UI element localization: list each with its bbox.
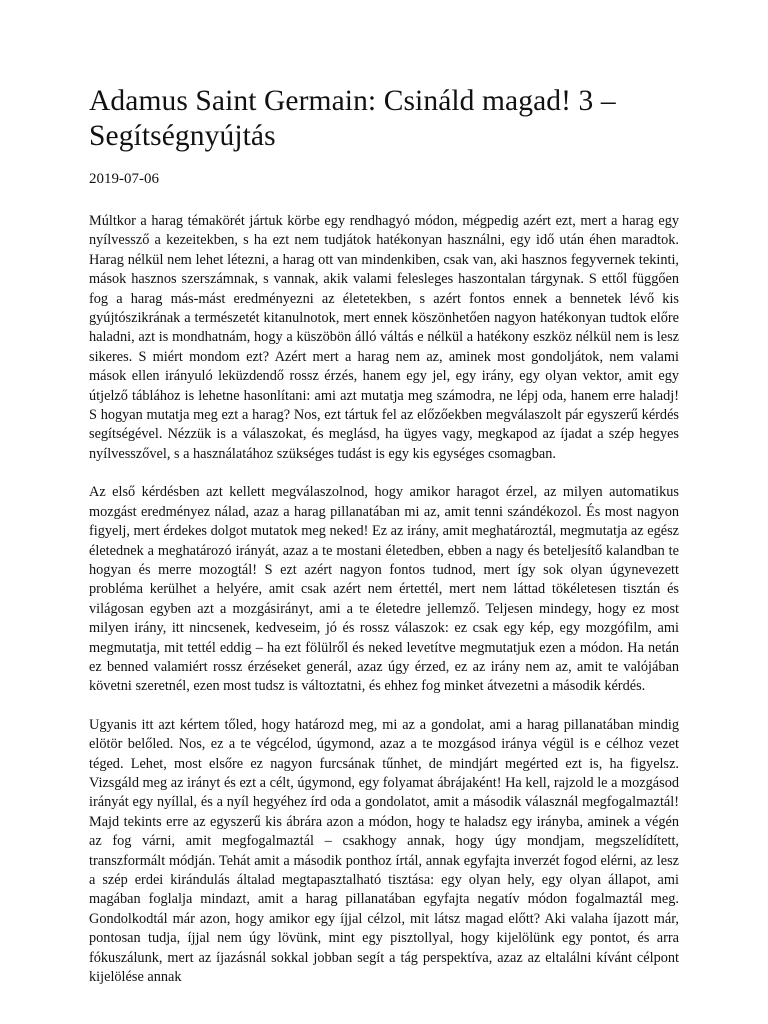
article-paragraph-1: Múltkor a harag témakörét jártuk körbe egy rendhagyó módon, mégpedig azért ezt, mert a harag egy nyílvessző a kezeitekben, s ha ezt nem tudjátok hatékonyan használni, egy idő után éhen maradtok. Harag nélkül nem lehet létezni, a harag ott van mindenkiben, csak van, aki hasznos fegyvernek tekinti, mások hasznos szerszámnak, s vannak, akik valami felesleges haszontalan tárgynak. S ettől függően fog a harag más-mást eredményezni az életetekben, s azért fontos ennek a bennetek lévő kis gyújtószikrának a természetét kitanulnotok, mert ennek köszönhetően nagyon hatékonyan tudtok előre haladni, azt is mondhatnám, hogy a küszöbön álló váltás e nélkül a hatékony eszköz nélkül nem is lesz sikeres. S miért mondom ezt? Azért mert a harag nem az, aminek most gondoljátok, nem valami mások ellen irányuló leküzdendő rossz érzés, hanem egy jel, egy irány, egy olyan vektor, amit egy útjelző táblához is lehetne hasonlítani: ami azt mutatja meg számodra, ne lépj oda, hanem erre haladj! S hogyan mutatja meg ezt a harag? Nos, ezt tártuk fel az előzőekben megválaszolt pár egyszerű kérdés segítségével. Nézzük is a válaszokat, és meglásd, ha ügyes vagy, megkapod az íjadat a szép hegyes nyílvesszővel, s a használatához szükséges tudást is egy kis egységes csomagban.: [89, 213, 679, 462]
article-paragraph-3: Ugyanis itt azt kértem tőled, hogy határozd meg, mi az a gondolat, ami a harag pillanatában mindig elötör belőled. Nos, ez a te végcélod, úgymond, azaz a te mozgásod iránya végül is e célhoz vezet téged. Lehet, most elsőre ez nagyon furcsának tűnhet, de mindjárt megérted ezt is, ha figyelsz. Vizsgáld meg az irányt és ezt a célt, úgymond, egy folyamat ábrájaként! Ha kell, rajzold le a mozgásod irányát egy nyíllal, és a nyíl hegyéhez írd oda a gondolatot, amit a második válasznál megfogalmaztál! Majd tekints erre az egyszerű kis ábrára azon a módon, hogy te haladsz egy irányba, aminek a végén az fog várni, amit megfogalmaztál – csakhogy annak, hogy úgy mondjam, megszelídített, transzformált módján. Tehát amit a második ponthoz írtál, annak egyfajta inverzét fogod elérni, az lesz a szép erdei kirándulás általad megtapasztalható tisztása: egy olyan hely, egy olyan állapot, ami magában foglalja mindazt, amit a harag pillanatában egyfajta negatív módon fogalmaztál meg. Gondolkodtál már azon, hogy amikor egy íjjal célzol, mit látsz magad előtt? Aki valaha íjazott már, pontosan tudja, íjjal nem úgy lövünk, mint egy pisztollyal, hogy kijelölünk egy pontot, és arra fókuszálunk, mert az íjazásnál sokkal jobban segít a tág perspektíva, azaz az eltalálni kívánt célpont kijelölése annak: [89, 716, 679, 986]
article-date: 2019-07-06: [89, 171, 159, 187]
article-paragraph-2: Az első kérdésben azt kellett megválaszolnod, hogy amikor haragot érzel, az milyen automatikus mozgást eredményez nálad, azaz a harag pillanatában mi az, amit tenni szándékozol. És most nagyon figyelj, mert érdekes dolgot mutatok meg neked! Ez az irány, amit meghatároztál, megmutatja az egész életednek a meghatározó irányát, azaz a te mostani életedben, ebben a nagy és beteljesítő kalandban te hogyan és merre mozogtál! S ezt azért nagyon fontos tudnod, mert így sok olyan úgynevezett probléma kerülhet a helyére, amit csak azért nem értettél, mert nem láttad tökéletesen tisztán és világosan egyben azt a mozgásirányt, ami a te életedre jellemző. Teljesen mindegy, hogy ez most milyen irány, itt nincsenek, kedveseim, jó és rossz válaszok: ez csak egy kép, egy mozgófilm, ami megmutatja, mit tettél eddig – ha ezt fölülről és neked levetítve megmutatjuk ezen a módon. Ha netán ez benned valamiért rossz érzéseket generál, azaz úgy érzed, ez az irány nem az, amit te valójában követni szeretnél, ezen most tudsz is változtatni, és ehhez fog minket átvezetni a második kérdés.: [89, 484, 679, 695]
document-page: [89, 84, 679, 1006]
article-title: Adamus Saint Germain: Csináld magad! 3 – Segítségnyújtás: [89, 85, 616, 152]
